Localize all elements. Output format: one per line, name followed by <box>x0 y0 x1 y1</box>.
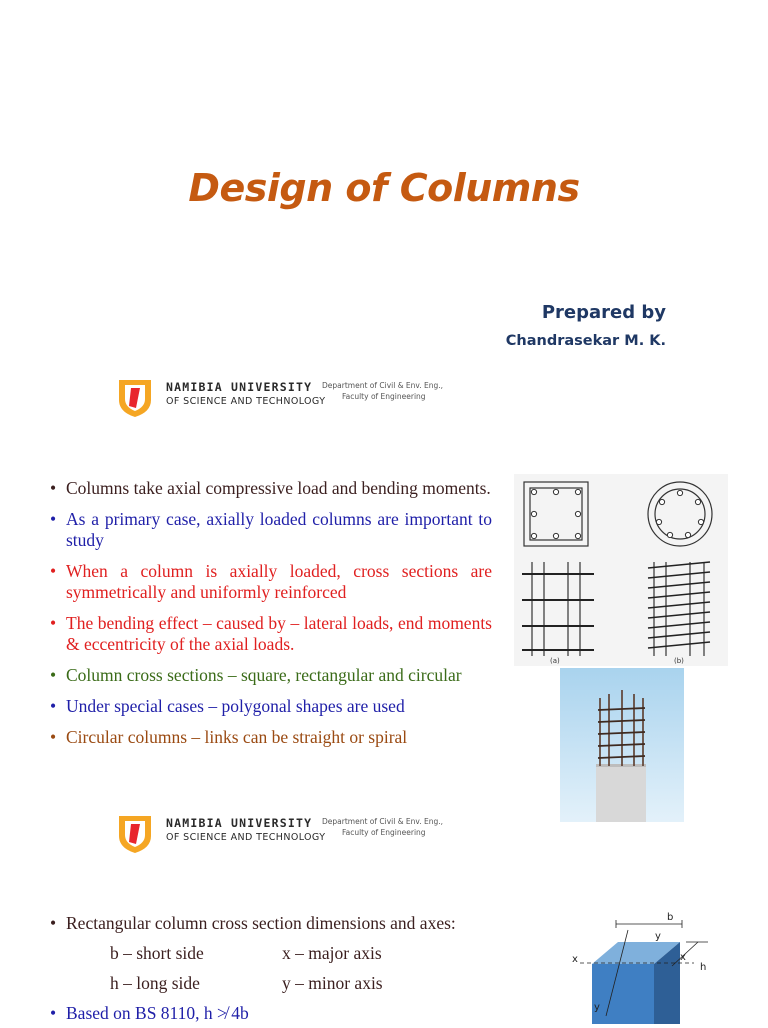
axis-label-y-bottom: y <box>594 1002 600 1013</box>
university-name-line1: NAMIBIA UNIVERSITY <box>166 816 313 830</box>
department-line2: Faculty of Engineering <box>342 392 426 401</box>
definition-row <box>50 968 570 998</box>
bullet-list <box>50 478 492 758</box>
b-definition: b – short side <box>110 943 204 963</box>
axis-label-x-left: x <box>572 954 578 965</box>
column-axes-figure <box>568 908 728 1024</box>
bullet-item: • Under special cases – polygonal shapes are used <box>50 696 405 716</box>
rect-section-intro: • Rectangular column cross section dimensions and axes: <box>50 913 456 933</box>
axis-label-h: h <box>700 962 707 973</box>
rectangular-section-notes <box>50 908 570 1028</box>
axis-label-x-right: x <box>680 952 686 963</box>
bullet-item: • Columns take axial compressive load and bending moments. <box>50 478 491 498</box>
prepared-by-label: Prepared by <box>541 302 666 323</box>
university-logo <box>116 810 476 856</box>
y-definition: y – minor axis <box>282 973 383 993</box>
definition-row <box>50 938 570 968</box>
university-logo <box>116 374 476 420</box>
university-name-line1: NAMIBIA UNIVERSITY <box>166 380 313 394</box>
author-name: Chandrasekar M. K. <box>505 333 666 349</box>
x-definition: x – major axis <box>282 943 382 963</box>
bullet-item: • As a primary case, axially loaded columns are important to study <box>50 509 492 550</box>
university-name-line2: OF SCIENCE AND TECHNOLOGY <box>166 396 326 407</box>
figure-label-b: (b) <box>674 657 684 665</box>
university-name-line2: OF SCIENCE AND TECHNOLOGY <box>166 832 326 843</box>
department-line2: Faculty of Engineering <box>342 828 426 837</box>
bullet-item: • Circular columns – links can be straight or spiral <box>50 727 408 747</box>
university-shield-icon <box>116 376 154 418</box>
bullet-item: • The bending effect – caused by – lateral loads, end moments & eccentricity of the axial loads. <box>50 613 492 654</box>
university-shield-icon <box>116 812 154 854</box>
bullet-item: • Column cross sections – square, rectangular and circular <box>50 665 462 685</box>
department-line1: Department of Civil & Env. Eng., <box>322 381 444 390</box>
department-line1: Department of Civil & Env. Eng., <box>322 817 444 826</box>
bs8110-note: • Based on BS 8110, h ≯ 4b <box>50 1003 249 1023</box>
bullet-item: • When a column is axially loaded, cross sections are symmetrically and uniformly reinforced <box>50 561 492 602</box>
column-sections-figure <box>514 474 728 666</box>
h-definition: h – long side <box>110 973 200 993</box>
axis-label-b: b <box>667 912 674 923</box>
column-cage-photo <box>560 668 684 822</box>
figure-label-a: (a) <box>550 657 560 665</box>
axis-label-y-top: y <box>655 931 661 942</box>
page-title: Design of Columns <box>188 166 580 210</box>
